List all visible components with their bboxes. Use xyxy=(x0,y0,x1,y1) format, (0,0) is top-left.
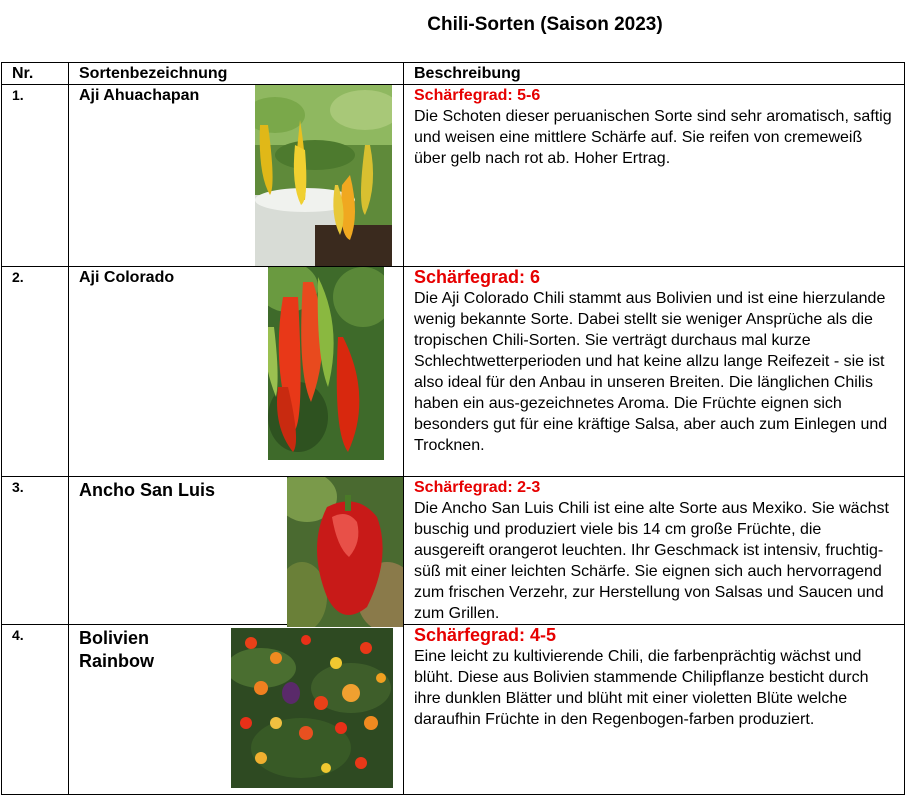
row-number: 2. xyxy=(2,267,69,477)
page-title: Chili-Sorten (Saison 2023) xyxy=(427,14,663,35)
red-ancho-photo xyxy=(287,477,403,627)
description-cell xyxy=(404,477,905,625)
description-text: Eine leicht zu kultivierende Chili, die farbenprächtig wächst und blüht. Diese aus Bolivien stammende Chilipflanze besticht durch ihre dunklen Blätter und blüht mit einer violetten Blüte welche daraufhin Früchte in den Regenbogen-farben produziert. xyxy=(414,648,869,728)
variety-cell xyxy=(69,85,404,267)
variety-cell xyxy=(69,477,404,625)
variety-cell xyxy=(69,625,404,795)
header-name: Sortenbezeichnung xyxy=(69,63,404,85)
variety-name: Bolivien Rainbow xyxy=(79,628,154,671)
variety-cell xyxy=(69,267,404,477)
header-desc: Beschreibung xyxy=(404,63,905,85)
description-text: Die Ancho San Luis Chili ist eine alte Sorte aus Mexiko. Sie wächst buschig und produziert viele bis 14 cm große Früchte, die ausgereift orangerot leuchten. Ihr Geschmack ist intensiv, fruchtig-süß mit einer leichten Schärfe. Sie eignen sich auch hervorragend zum frischen Verzehr, zur Herstellung von Salsas und Saucen und zum Grillen. xyxy=(414,500,889,622)
table-row xyxy=(2,625,905,795)
row-number: 1. xyxy=(2,85,69,267)
chili-table xyxy=(1,62,905,795)
red-green-chili-photo xyxy=(268,267,384,460)
variety-name: Ancho San Luis xyxy=(79,480,216,500)
rainbow-chili-photo xyxy=(231,628,393,788)
table-row xyxy=(2,85,905,267)
description-cell xyxy=(404,267,905,477)
yellow-chili-photo xyxy=(255,85,392,266)
description-cell xyxy=(404,85,905,267)
description-text: Die Schoten dieser peruanischen Sorte sind sehr aromatisch, saftig und weisen eine mittlere Schärfe auf. Sie reifen von cremeweiß über gelb nach rot ab. Hoher Ertrag. xyxy=(414,108,892,167)
table-row xyxy=(2,477,905,625)
description-cell xyxy=(404,625,905,795)
table-header-row xyxy=(2,63,905,85)
table-row xyxy=(2,267,905,477)
row-number: 3. xyxy=(2,477,69,625)
description-text: Die Aji Colorado Chili stammt aus Bolivien und ist eine hierzulande wenig bekannte Sorte. Dabei stellt sie weniger Ansprüche als die tropischen Chili-Sorten. Sie verträgt durchaus mal kurze Schlechtwetterperioden und hat keine allzu lange Reifezeit - sie ist also ideal für den Anbau in unseren Breiten. Die länglichen Chilis haben ein aus-gezeichnetes Aroma. Die Früchte eignen sich besonders gut für eine kräftige Salsa, aber auch zum Einlegen und Trocknen. xyxy=(414,290,888,454)
variety-name: Aji Colorado xyxy=(79,269,175,286)
heat-level: Schärfegrad: 5-6 xyxy=(414,87,541,104)
heat-level: Schärfegrad: 6 xyxy=(414,267,541,287)
heat-level: Schärfegrad: 2-3 xyxy=(414,479,541,496)
header-nr: Nr. xyxy=(2,63,69,85)
row-number: 4. xyxy=(2,625,69,795)
heat-level: Schärfegrad: 4-5 xyxy=(414,625,557,645)
variety-name: Aji Ahuachapan xyxy=(79,87,200,104)
